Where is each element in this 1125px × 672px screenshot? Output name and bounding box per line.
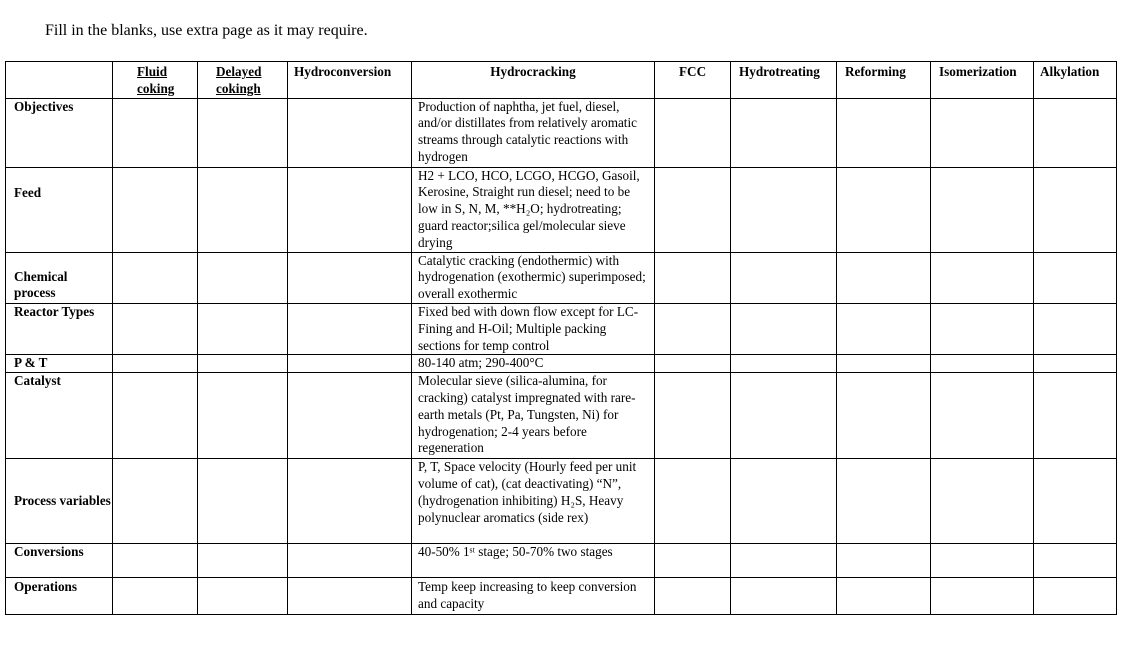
hydrocracking-feed: H2 + LCO, HCO, LCGO, HCGO, Gasoil, Kerosine, Straight run diesel; need to be low in S, N, M, **H₂O; hydrotreating; guard reactor;silica gel/molecular sieve drying [418, 167, 640, 250]
hydrocracking-reactor-types: Fixed bed with down flow except for LC-Fining and H-Oil; Multiple packing sections for temp control [418, 303, 639, 353]
header-fluid-coking: Fluid coking [113, 62, 198, 99]
row-label-operations: Operations [14, 579, 78, 595]
header-fcc: FCC [655, 62, 731, 99]
header-hydrocracking: Hydrocracking [412, 62, 655, 99]
row-reactor-types [6, 304, 1116, 355]
row-feed [6, 168, 1116, 253]
instruction-text: Fill in the blanks, use extra page as it may require. [45, 22, 368, 39]
refining-process-table [5, 61, 1117, 615]
hydrocracking-p-and-t: 80-140 atm; 290-400°C [418, 355, 544, 371]
row-label-objectives: Objectives [14, 98, 74, 114]
row-label-chemical-process: Chemical process [14, 268, 68, 301]
row-label-feed: Feed [14, 184, 42, 200]
row-label-catalyst: Catalyst [14, 373, 61, 389]
hydrocracking-objectives: Production of naphtha, jet fuel, diesel, and/or distillates from relatively aromatic streams through catalytic reactions with hydrogen [418, 98, 637, 164]
header-alkylation: Alkylation [1034, 62, 1116, 99]
row-objectives [6, 99, 1116, 168]
hydrocracking-catalyst: Molecular sieve (silica-alumina, for cracking) catalyst impregnated with rare-earth metals (Pt, Pa, Tungsten, Ni) for hydrogenation; 2-4 years before regeneration [418, 373, 636, 456]
header-delayed-coking: Delayed cokingh [198, 62, 288, 99]
header-row [6, 62, 1116, 99]
header-isomerization: Isomerization [931, 62, 1034, 99]
hydrocracking-chemical-process: Catalytic cracking (endothermic) with hydrogenation (exothermic) superimposed; overall exothermic [418, 252, 646, 302]
row-label-process-variables: Process variables [14, 493, 111, 509]
process-table-wrapper [5, 61, 1117, 615]
header-hydrotreating: Hydrotreating [731, 62, 837, 99]
header-reforming: Reforming [837, 62, 931, 99]
row-catalyst [6, 373, 1116, 459]
header-hydroconversion: Hydroconversion [288, 62, 412, 99]
hydrocracking-conversions: 40-50% 1ˢᵗ stage; 50-70% two stages [418, 544, 613, 560]
row-p-and-t [6, 355, 1116, 373]
row-process-variables [6, 459, 1116, 544]
row-label-p-and-t: P & T [14, 355, 48, 371]
hydrocracking-process-variables: P, T, Space velocity (Hourly feed per unit volume of cat), (cat deactivating) “N”, (hydrogenation inhibiting) H₂S, Heavy polynuclear aromatics (side rex) [418, 459, 637, 525]
hydrocracking-operations: Temp keep increasing to keep conversion and capacity [418, 579, 637, 611]
row-conversions [6, 544, 1116, 578]
row-label-reactor-types: Reactor Types [14, 303, 95, 319]
row-label-conversions: Conversions [14, 544, 84, 560]
header-corner [6, 62, 113, 99]
row-chemical-process [6, 253, 1116, 304]
row-operations [6, 578, 1116, 614]
